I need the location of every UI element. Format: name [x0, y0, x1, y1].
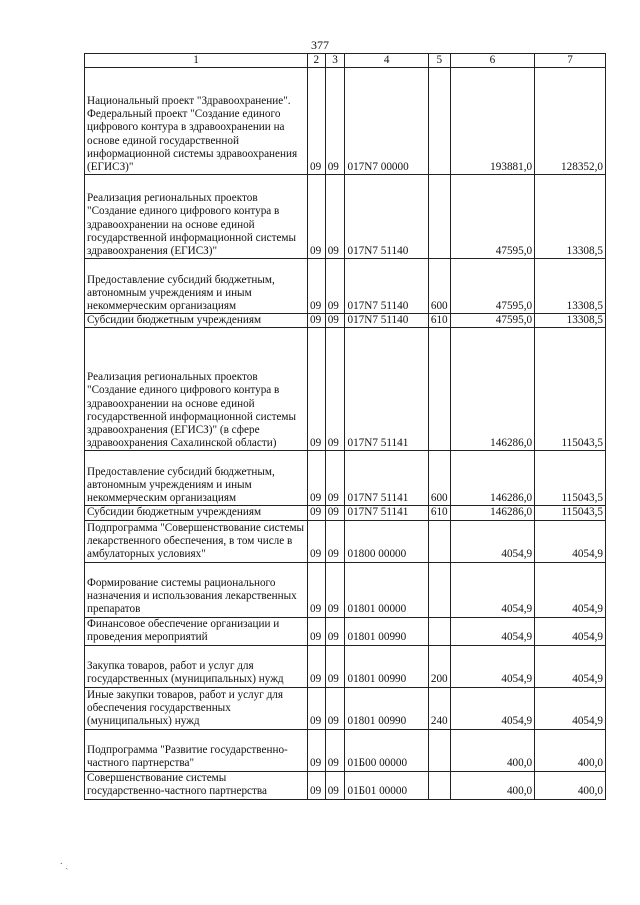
page-number: 377 — [311, 38, 329, 52]
row-expense-type-cell — [428, 562, 450, 617]
row-amount-col6-cell: 47595,0 — [450, 259, 534, 314]
table-row — [85, 314, 606, 328]
row-amount-col7-cell: 115043,5 — [535, 451, 606, 506]
row-subsection-cell: 09 — [325, 729, 345, 771]
row-target-article-cell: 017N7 51141 — [345, 506, 428, 520]
header-col-1: 1 — [85, 54, 308, 68]
row-section-cell: 09 — [307, 68, 325, 175]
row-section-cell: 09 — [307, 451, 325, 506]
row-amount-col6-cell: 146286,0 — [450, 506, 534, 520]
row-section-cell: 09 — [307, 771, 325, 799]
table-row — [85, 729, 606, 771]
row-name-cell: Подпрограмма "Совершенствование системы лекарственного обеспечения, в том числе в амбулаторных условиях" — [85, 520, 308, 562]
row-name-cell: Предоставление субсидий бюджетным, автономным учреждениям и иным некоммерческим организациям — [85, 451, 308, 506]
row-section-cell: 09 — [307, 562, 325, 617]
row-amount-col7-cell: 400,0 — [535, 771, 606, 799]
row-subsection-cell: 09 — [325, 175, 345, 259]
row-amount-col6-cell: 4054,9 — [450, 520, 534, 562]
row-expense-type-cell — [428, 328, 450, 451]
row-expense-type-cell — [428, 617, 450, 645]
table-row — [85, 645, 606, 687]
row-section-cell: 09 — [307, 729, 325, 771]
row-target-article-cell: 017N7 00000 — [345, 68, 428, 175]
row-target-article-cell: 01801 00990 — [345, 645, 428, 687]
row-amount-col7-cell: 115043,5 — [535, 328, 606, 451]
row-expense-type-cell: 240 — [428, 687, 450, 729]
row-name-cell: Иные закупки товаров, работ и услуг для обеспечения государственных (муниципальных) нужд — [85, 687, 308, 729]
table-row — [85, 506, 606, 520]
header-col-6: 6 — [450, 54, 534, 68]
row-subsection-cell: 09 — [325, 771, 345, 799]
row-section-cell: 09 — [307, 328, 325, 451]
table-row — [85, 520, 606, 562]
table-row — [85, 328, 606, 451]
row-expense-type-cell — [428, 68, 450, 175]
row-amount-col6-cell: 4054,9 — [450, 645, 534, 687]
table-body — [85, 68, 606, 799]
row-section-cell: 09 — [307, 645, 325, 687]
row-subsection-cell: 09 — [325, 687, 345, 729]
row-name-cell: Финансовое обеспечение организации и проведения мероприятий — [85, 617, 308, 645]
row-name-cell: Закупка товаров, работ и услуг для государственных (муниципальных) нужд — [85, 645, 308, 687]
row-name-cell: Формирование системы рационального назначения и использования лекарственных препаратов — [85, 562, 308, 617]
row-amount-col7-cell: 400,0 — [535, 729, 606, 771]
table-row — [85, 771, 606, 799]
row-name-cell: Совершенствование системы государственно-частного партнерства — [85, 771, 308, 799]
table-row — [85, 562, 606, 617]
row-target-article-cell: 01800 00000 — [345, 520, 428, 562]
row-expense-type-cell: 600 — [428, 259, 450, 314]
row-section-cell: 09 — [307, 506, 325, 520]
row-subsection-cell: 09 — [325, 68, 345, 175]
row-subsection-cell: 09 — [325, 314, 345, 328]
row-name-cell: Реализация региональных проектов "Создание единого цифрового контура в здравоохранении на основе единой государственной информационной системы здравоохранения (ЕГИСЗ)" (в сфере здравоохранения Сахалинской области) — [85, 328, 308, 451]
row-section-cell: 09 — [307, 617, 325, 645]
row-amount-col6-cell: 146286,0 — [450, 451, 534, 506]
row-amount-col6-cell: 47595,0 — [450, 314, 534, 328]
row-expense-type-cell — [428, 520, 450, 562]
row-expense-type-cell: 610 — [428, 314, 450, 328]
row-amount-col7-cell: 4054,9 — [535, 562, 606, 617]
row-expense-type-cell — [428, 771, 450, 799]
row-subsection-cell: 09 — [325, 520, 345, 562]
row-section-cell: 09 — [307, 687, 325, 729]
budget-table — [84, 53, 606, 800]
row-expense-type-cell: 600 — [428, 451, 450, 506]
row-amount-col6-cell: 400,0 — [450, 729, 534, 771]
row-amount-col7-cell: 4054,9 — [535, 520, 606, 562]
row-name-cell: Субсидии бюджетным учреждениям — [85, 506, 308, 520]
row-expense-type-cell: 610 — [428, 506, 450, 520]
header-col-4: 4 — [345, 54, 428, 68]
row-name-cell: Реализация региональных проектов "Создание единого цифрового контура в здравоохранении на основе единой государственной информационной системы здравоохранения (ЕГИСЗ)" — [85, 175, 308, 259]
row-section-cell: 09 — [307, 520, 325, 562]
table-row — [85, 451, 606, 506]
row-subsection-cell: 09 — [325, 645, 345, 687]
row-target-article-cell: 01Б00 00000 — [345, 729, 428, 771]
row-amount-col7-cell: 13308,5 — [535, 259, 606, 314]
table-row — [85, 68, 606, 175]
row-target-article-cell: 017N7 51140 — [345, 259, 428, 314]
header-col-2: 2 — [307, 54, 325, 68]
row-expense-type-cell — [428, 175, 450, 259]
row-target-article-cell: 017N7 51141 — [345, 451, 428, 506]
scan-artifact: ⸱ ˏ — [60, 859, 69, 870]
row-expense-type-cell: 200 — [428, 645, 450, 687]
row-name-cell: Субсидии бюджетным учреждениям — [85, 314, 308, 328]
row-amount-col7-cell: 4054,9 — [535, 645, 606, 687]
table-row — [85, 617, 606, 645]
table-row — [85, 259, 606, 314]
row-subsection-cell: 09 — [325, 506, 345, 520]
row-target-article-cell: 01801 00990 — [345, 687, 428, 729]
header-col-3: 3 — [325, 54, 345, 68]
row-amount-col7-cell: 128352,0 — [535, 68, 606, 175]
row-amount-col6-cell: 4054,9 — [450, 617, 534, 645]
row-target-article-cell: 01801 00000 — [345, 562, 428, 617]
row-amount-col7-cell: 13308,5 — [535, 175, 606, 259]
row-subsection-cell: 09 — [325, 562, 345, 617]
row-target-article-cell: 017N7 51140 — [345, 314, 428, 328]
row-section-cell: 09 — [307, 175, 325, 259]
header-row — [85, 54, 606, 68]
row-amount-col7-cell: 4054,9 — [535, 687, 606, 729]
row-subsection-cell: 09 — [325, 451, 345, 506]
row-expense-type-cell — [428, 729, 450, 771]
row-amount-col6-cell: 4054,9 — [450, 562, 534, 617]
row-subsection-cell: 09 — [325, 259, 345, 314]
row-amount-col6-cell: 47595,0 — [450, 175, 534, 259]
row-amount-col7-cell: 4054,9 — [535, 617, 606, 645]
row-amount-col7-cell: 13308,5 — [535, 314, 606, 328]
header-col-5: 5 — [428, 54, 450, 68]
row-section-cell: 09 — [307, 259, 325, 314]
row-amount-col6-cell: 4054,9 — [450, 687, 534, 729]
row-section-cell: 09 — [307, 314, 325, 328]
table-row — [85, 687, 606, 729]
row-target-article-cell: 01801 00990 — [345, 617, 428, 645]
row-name-cell: Национальный проект "Здравоохранение". Федеральный проект "Создание единого цифрового контура в здравоохранении на основе единой государственной информационной системы здравоохранения (ЕГИСЗ)" — [85, 68, 308, 175]
row-target-article-cell: 017N7 51141 — [345, 328, 428, 451]
row-amount-col6-cell: 193881,0 — [450, 68, 534, 175]
row-target-article-cell: 017N7 51140 — [345, 175, 428, 259]
table-row — [85, 175, 606, 259]
header-col-7: 7 — [535, 54, 606, 68]
row-target-article-cell: 01Б01 00000 — [345, 771, 428, 799]
row-name-cell: Предоставление субсидий бюджетным, автономным учреждениям и иным некоммерческим организациям — [85, 259, 308, 314]
row-amount-col7-cell: 115043,5 — [535, 506, 606, 520]
row-name-cell: Подпрограмма "Развитие государственно-частного партнерства" — [85, 729, 308, 771]
row-amount-col6-cell: 400,0 — [450, 771, 534, 799]
row-amount-col6-cell: 146286,0 — [450, 328, 534, 451]
row-subsection-cell: 09 — [325, 617, 345, 645]
row-subsection-cell: 09 — [325, 328, 345, 451]
